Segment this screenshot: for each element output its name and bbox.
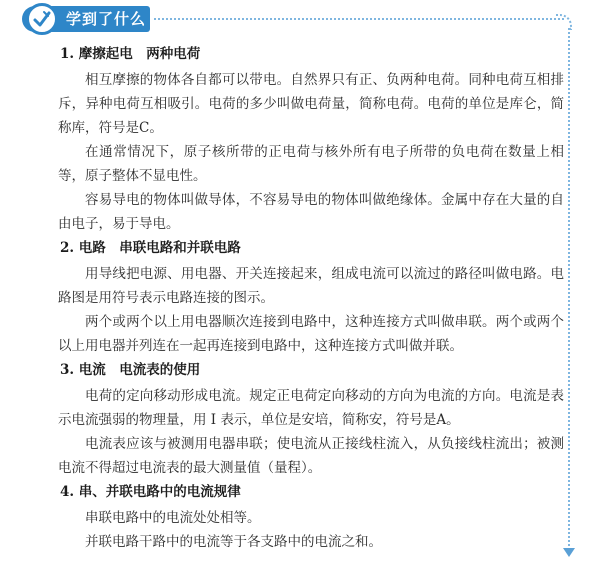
section-3 <box>58 360 564 480</box>
header-divider <box>154 18 564 20</box>
section-title: 3. 电流 电流表的使用 <box>60 362 201 378</box>
page-title: 学到了什么 <box>66 10 147 28</box>
section-title: 2. 电路 串联电路和并联电路 <box>60 240 241 256</box>
paragraph: 电流表应该与被测用电器串联；使电流从正接线柱流入，从负接线柱流出；被测电流不得超过电流表的最大测量值（量程）。 <box>58 436 564 476</box>
section-4 <box>58 482 564 554</box>
paragraph: 并联电路干路中的电流等于各支路中的电流之和。 <box>85 534 382 550</box>
summary-content <box>58 44 564 556</box>
paragraph: 串联电路中的电流处处相等。 <box>85 510 261 526</box>
paragraph: 相互摩擦的物体各自都可以带电。自然界只有正、负两种电荷。同种电荷互相排斥，异种电荷互相吸引。电荷的多少叫做电荷量，简称电荷。电荷的单位是库仑，简称库，符号是C。 <box>58 72 564 136</box>
section-title: 4. 串、并联电路中的电流规律 <box>60 484 241 500</box>
section-2 <box>58 238 564 358</box>
right-border <box>568 28 570 550</box>
section-title: 1. 摩擦起电 两种电荷 <box>60 46 201 62</box>
continue-arrow-icon <box>563 548 575 557</box>
paragraph: 两个或两个以上用电器顺次连接到电路中，这种连接方式叫做串联。两个或两个以上用电器并列连在一起再连接到电路中，这种连接方式叫做并联。 <box>58 314 564 354</box>
paragraph: 在通常情况下，原子核所带的正电荷与核外所有电子所带的负电荷在数量上相等，原子整体不显电性。 <box>58 144 564 184</box>
pencil-check-icon <box>31 8 53 30</box>
paragraph: 电荷的定向移动形成电流。规定正电荷定向移动的方向为电流的方向。电流是表示电流强弱的物理量，用 I 表示，单位是安培，简称安，符号是A。 <box>58 388 564 428</box>
section-1 <box>58 44 564 236</box>
paragraph: 用导线把电源、用电器、开关连接起来，组成电流可以流过的路径叫做电路。电路图是用符号表示电路连接的图示。 <box>58 266 564 306</box>
header-badge <box>26 3 58 35</box>
paragraph: 容易导电的物体叫做导体，不容易导电的物体叫做绝缘体。金属中存在大量的自由电子，易于导电。 <box>58 192 564 232</box>
